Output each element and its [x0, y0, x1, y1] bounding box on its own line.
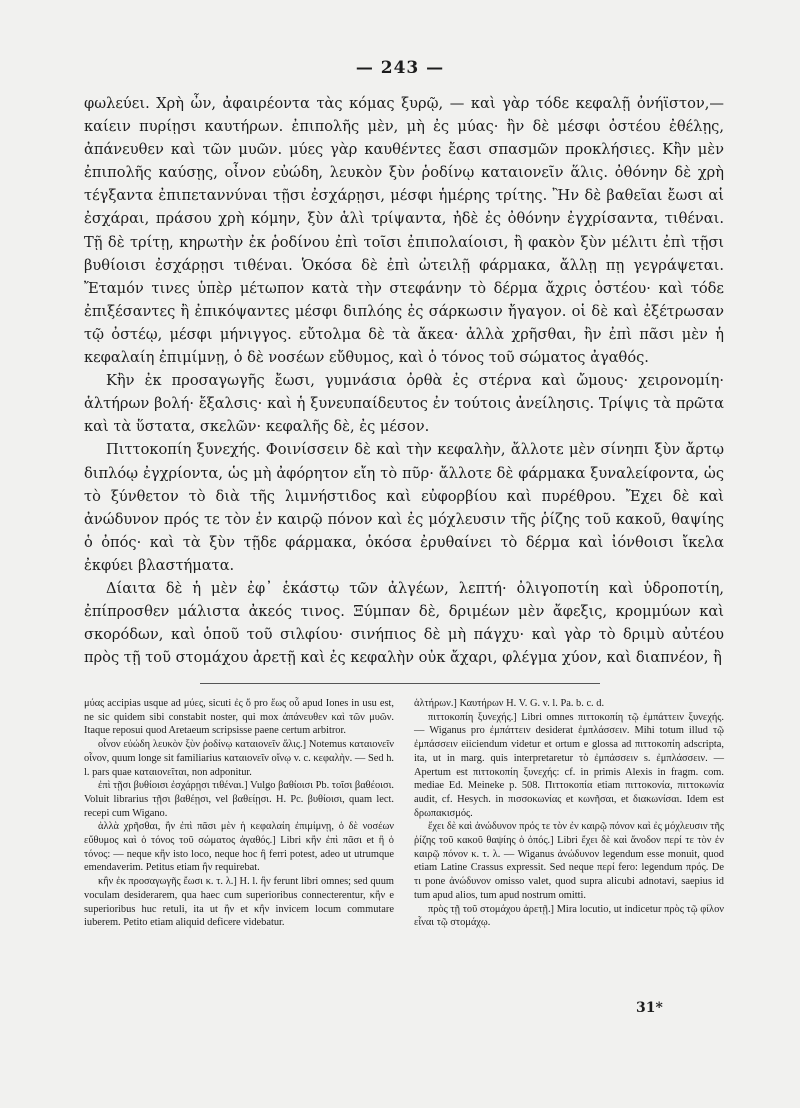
- footnote: κἢν ἐκ προσαγωγῆς ἔωσι κ. τ. λ.] H. l. ἢν ferunt libri omnes; sed quum voculam desiderarem, qua haec cum superioribus connecterentur, κἢν e superioribus huc retuli, ita ut ἢν et κἢν invicem locum commutare iuberem. Petito etiam aliquid deficere videbatur.: [84, 876, 394, 929]
- footnote: μύας accipias usque ad μύες, sicuti ἐς ὅ pro ἕως οὗ apud Iones in usu est, ne sic quidem sibi constabit noster, qui mox ἀπάνευθεν καὶ τῶν μυῶν. Itaque reposui quod Aretaeum scripsisse paene certum arbitror.: [84, 698, 394, 737]
- paragraph: φωλεύει. Χρὴ ὦν, ἀφαιρέοντα τὰς κόμας ξυρῷ, — καὶ γὰρ τόδε κεφαλῇ ὀνήϊστον,— καίειν πυρίῃσι καυτήρων. ἐπιπολῆς μὲν, μὴ ἐς μύας· ἢν δὲ μέσφι ὀστέου ἐθέλῃς, ἀπάνευθεν καὶ τῶν μυῶν. μύες γὰρ καυθέντες ἔασι σπασμῶν προκλήσιες. Κἢν μὲν ἐπιπολῆς καύσῃς, οἶνον εὐώδη, λευκὸν ξὺν ῥοδίνῳ καταιονεῖν ἅλις. ὀθόνην δὲ χρὴ τέγξαντα ἐπιπεταννύναι τῇσι ἐσχάρῃσι, μέσφι ἡμέρης τρίτης. Ἢν δὲ βαθεῖαι ἔωσι αἱ ἐσχάραι, πράσου χρὴ κόμην, ξὺν ἁλὶ τρίψαντα, ἠδὲ ἐς ὀθόνην ἐγχρίσαντα, τιθέναι. Τῇ δὲ τρίτῃ, κηρωτὴν ἐκ ῥοδίνου ἐπὶ τοῖσι ἐπιπολαίοισι, ἢ φακὸν ξὺν μέλιτι ἐπὶ τῇσι βυθίοισι ἐσχάρῃσι τιθέναι. Ὁκόσα δὲ ἐπὶ ὠτειλῇ φάρμακα, ἄλλῃ πῃ γεγράψεται. Ἔταμόν τινες ὑπὲρ μέτωπον κατὰ τὴν στεφάνην τὸ δέρμα ἄχρις ὀστέου· καὶ τόδε ἐπιξέσαντες ἢ ἐπικόψαντες μέσφι διπλόης ἐς σάρκωσιν ἤγαγον. οἱ δὲ καὶ ἐξέτρωσαν τῷ ὀστέῳ, μέσφι μήνιγγος. εὔτολμα δὲ τὰ ἄκεα· ἀλλὰ χρῆσθαι, ἢν ἐπὶ πᾶσι μὲν ἡ κεφαλαίη ἐπιμίμνῃ, ὁ δὲ νοσέων εὔθυμος, καὶ ὁ τόνος τοῦ σώματος ἀγαθός.: [84, 95, 724, 367]
- footnote: οἶνον εὐώδη λευκὸν ξὺν ῥοδίνῳ καταιονεῖν ἅλις.] Notemus καταιονεῖν οἶνον, quum longe sit familiarius καταιονεῖν οἴνῳ v. c. κεφαλὴν. — Sed h. l. pars quae καταιονεῖται, non adponitur.: [84, 739, 394, 778]
- footnote-rule: [200, 683, 600, 684]
- footnote: πιττοκοπίη ξυνεχής.] Libri omnes πιττοκοπίη τῷ ἐμπάττειν ξυνεχής. — Wiganus pro ἐμπάττειν desiderat ἐμπλάσσειν. Mihi totum illud τῷ ἐμπάσσειν eiiciendum videtur et ortum e glossa ad πιττοκοπίη adscripta, ita, ut in marg. quis interpretaretur τὸ ἐμπάσσειν s. ἐμπλάσσειν. — Apertum est πιττοκοπίη ξυνεχής: cf. in primis Alexis in fragm. com. mediae Ed. Meineke p. 508. Πιττοκοπία etiam πιττοκονία, πιττοκωνία audit, cf. Hesych. in πισσοκωνίας et κωνῆσαι, et διακωνίσαι. Idem est δρωπακισμός.: [414, 711, 724, 819]
- footnote-column-left: [84, 697, 394, 930]
- footnotes: [84, 697, 724, 930]
- footnote: ἐπὶ τῇσι βυθίοισι ἐσχάρῃσι τιθέναι.] Vulgo βαθίοισι Pb. τοῖσι βαθέοισι. Voluit librarius τῇσι βαθέῃσι, vel βαθείῃσι. H. Pc. βυθίοισι, quam lect. recepi cum Wigano.: [84, 780, 394, 819]
- paragraph: Πιττοκοπίη ξυνεχής. Φοινίσσειν δὲ καὶ τὴν κεφαλὴν, ἄλλοτε μὲν σίνηπι ξὺν ἄρτῳ διπλόῳ ἐγχρίοντα, ὡς μὴ ἀφόρητον εἴη τὸ πῦρ· ἄλλοτε δὲ φάρμακα ξυναλείφοντα, ὡς τὸ ξύνθετον τὸ διὰ τῆς λιμνήστιδος καὶ εὐφορβίου καὶ πυρέθρου. Ἔχει δὲ καὶ ἀνώδυνον πρός τε τὸν ἐν καιρῷ πόνον καὶ ἐς μόχλευσιν τῆς ῥίζης τοῦ κακοῦ, θαψίης ὁ ὀπός· καὶ τὰ ξὺν τῇδε φάρμακα, ὁκόσα ἐρυθαίνει τὸ δέρμα καὶ ἰόνθοισι ἴκελα ἐκφύει βλαστήματα.: [84, 441, 724, 574]
- footnote: ἁλτήρων.] Καυτήρων H. V. G. v. l. Pa. b. c. d.: [414, 698, 605, 709]
- footnote-column-right: [414, 697, 724, 930]
- paragraph: Κἢν ἐκ προσαγωγῆς ἔωσι, γυμνάσια ὀρθὰ ἐς στέρνα καὶ ὤμους· χειρονομίη· ἁλτήρων βολή· ἔξαλσις· καὶ ἡ ξυνευπαίδευτος ἐν τούτοις ἀνείλησις. Τρίψις τὰ πρῶτα καὶ τὰ ὕστατα, σκελῶν· κεφαλῆς δὲ, ἐς μέσον.: [84, 372, 724, 436]
- main-text: [84, 92, 724, 669]
- paragraph: Δίαιτα δὲ ἡ μὲν ἐφ᾽ ἑκάστῳ τῶν ἀλγέων, λεπτή· ὀλιγοποτίη καὶ ὑδροποτίη, ἐπίπροσθεν μάλιστα ἀκεός τινος. Ξύμπαν δὲ, δριμέων μὲν ἄφεξις, κρομμύων καὶ σκορόδων, καὶ ὁποῦ τοῦ σιλφίου· σινήπιος δὲ μὴ πάγχυ· καὶ γὰρ τὸ δριμὺ αὐτέου πρὸς τῇ τοῦ στομάχου ἀρετῇ καὶ ἐς κεφαλὴν οὐκ ἄχαρι, φλέγμα χύον, καὶ διαπνέον, ἢ: [84, 579, 724, 667]
- page-number: — 243 —: [355, 58, 445, 78]
- signature-mark: 31*: [636, 1000, 663, 1016]
- footnote: ἀλλὰ χρῆσθαι, ἢν ἐπὶ πᾶσι μὲν ἡ κεφαλαίη ἐπιμίμνῃ, ὁ δὲ νοσέων εὔθυμος καὶ ὁ τόνος τοῦ σώματος ἀγαθός.] Libri κἢν ἐπὶ πᾶσι et ἢ ὁ τόνος: — neque κἢν isto loco, neque hoc ἢ ferri potest, adeo ut utrumque emendaverim. Petitus etiam ἢν requirebat.: [84, 821, 394, 874]
- footnote: πρὸς τῇ τοῦ στομάχου ἀρετῇ.] Mira locutio, ut indicetur πρὸς τῷ φίλον εἶναι τῷ στομάχῳ.: [414, 903, 724, 929]
- footnote: ἔχει δὲ καὶ ἀνώδυνον πρός τε τὸν ἐν καιρῷ πόνον καὶ ἐς μόχλευσιν τῆς ῥίζης τοῦ κακοῦ θαψίης ὁ ὀπός.] Libri ἔχει δὲ καὶ ἄνοδον περί τε τὸν ἐν καιρῷ πόνον κ. τ. λ. — Wiganus ἀνώδυνον legendum esse monuit, quod etiam Latine Crassus expressit. Sed neque περί fero: legendum πρός. De τι pone ἀνώδυνον omisso valet, quod supra alicubi adnotavi, saepius id tum apud alios, tum apud nostrum omitti.: [414, 821, 724, 901]
